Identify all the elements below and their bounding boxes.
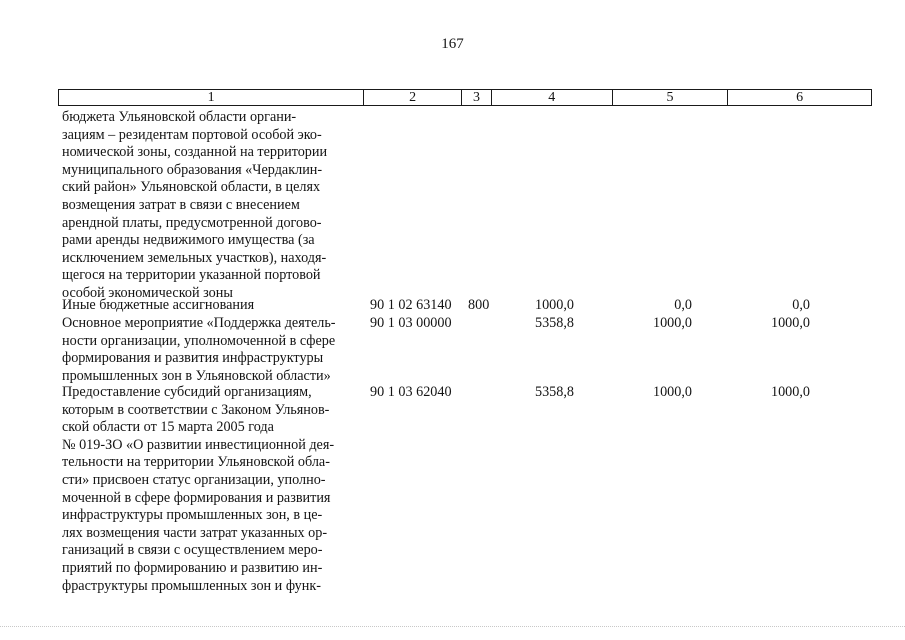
description-line: возмещения затрат в связи с внесением — [62, 196, 300, 213]
page-number: 167 — [441, 36, 464, 52]
description-line: зациям – резидентам портовой особой эко- — [62, 126, 322, 143]
description-line: бюджета Ульяновской области органи- — [62, 109, 297, 125]
row-expense-type: 800 — [468, 297, 490, 313]
description-line: промышленных зон в Ульяновской области» — [62, 367, 331, 384]
row-description — [62, 315, 360, 385]
description-line: ганизаций в связи с осуществлением меро- — [62, 542, 323, 559]
description-line: Предоставление субсидий организациям, — [62, 384, 312, 400]
row-value-col6: 1000,0 — [770, 384, 810, 400]
row-value-col6: 1000,0 — [770, 315, 810, 331]
header-col-1: 1 — [59, 90, 364, 105]
description-line: которым в соответствии с Законом Ульянов- — [62, 401, 330, 418]
row-code: 90 1 03 00000 — [370, 315, 452, 331]
row-value-col5: 1000,0 — [652, 315, 692, 331]
description-line: тельности на территории Ульяновской обла- — [62, 454, 330, 471]
row-value-col4: 5358,8 — [534, 384, 574, 400]
description-line: ский район» Ульяновской области, в целях — [62, 179, 321, 196]
description-line: Основное мероприятие «Поддержка деятель- — [62, 315, 336, 331]
description-line: инфраструктуры промышленных зон, в це- — [62, 507, 323, 524]
description-line: муниципального образования «Чердаклин- — [62, 161, 323, 178]
description-line: формирования и развития инфраструктуры — [62, 350, 324, 367]
description-line: исключением земельных участков), находя- — [62, 249, 327, 266]
row-value-col6: 0,0 — [792, 297, 810, 313]
row-value-col4: 5358,8 — [534, 315, 574, 331]
description-line: лях возмещения части затрат указанных ор- — [62, 524, 328, 541]
description-line: сти» присвоен статус организации, уполно- — [62, 471, 326, 488]
row-description — [62, 109, 360, 303]
row-description — [62, 297, 360, 315]
header-col-5: 5 — [613, 90, 729, 105]
description-line: № 019-ЗО «О развитии инвестиционной дея- — [62, 436, 335, 453]
description-line: Иные бюджетные ассигнования — [62, 297, 255, 313]
description-line: ской области от 15 марта 2005 года — [62, 419, 274, 436]
description-line: приятий по формированию и развитию ин- — [62, 559, 323, 576]
header-col-3: 3 — [462, 90, 492, 105]
description-line: арендной платы, предусмотренной догово- — [62, 214, 322, 231]
description-line: моченной в сфере формирования и развития — [62, 489, 331, 506]
description-line: номической зоны, созданной на территории — [62, 144, 328, 161]
description-line: рами аренды недвижимого имущества (за — [62, 232, 315, 249]
description-line: ности организации, уполномоченной в сфере — [62, 332, 336, 349]
description-line: фраструктуры промышленных зон и функ- — [62, 577, 321, 594]
row-value-col4: 1000,0 — [534, 297, 574, 313]
header-col-4: 4 — [492, 90, 613, 105]
row-value-col5: 1000,0 — [652, 384, 692, 400]
header-col-6: 6 — [796, 90, 804, 105]
description-line: особой экономической зоны — [62, 284, 233, 301]
row-description — [62, 384, 360, 595]
description-line: щегося на территории указанной портовой — [62, 267, 321, 284]
row-code: 90 1 03 62040 — [370, 384, 452, 400]
header-col-2: 2 — [364, 90, 462, 105]
scan-noise-line — [0, 626, 905, 628]
table-header — [58, 89, 872, 106]
row-value-col5: 0,0 — [674, 297, 692, 313]
row-code: 90 1 02 63140 — [370, 297, 452, 313]
